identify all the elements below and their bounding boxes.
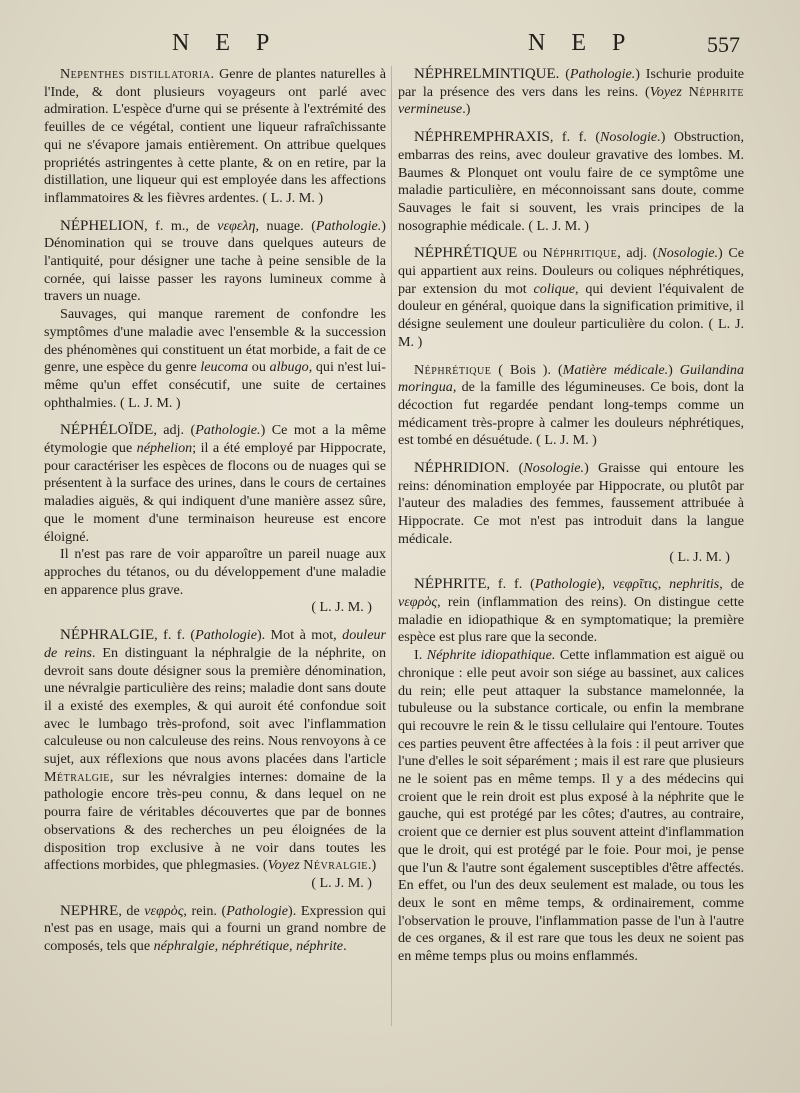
column-divider bbox=[391, 66, 392, 1026]
greek-word: νεφρὸς bbox=[144, 902, 184, 919]
entry-text-part: ), bbox=[596, 576, 613, 593]
entry-paragraph bbox=[44, 306, 386, 412]
entry-text bbox=[398, 245, 744, 351]
entry-text-part: ) Ischurie produite par la présence des vers dans les reins. ( bbox=[398, 66, 744, 100]
entry-text-part: ) Obstruction, embarras des reins, avec douleur gravative des lombes. M. Baumes & Plonquet ont voulu faire de ce symptôme une maladie particulière, en méconnoissant sans doute, comme Sauvages le fait si souvent, les vrais principes de la nosographie médicale. bbox=[398, 129, 744, 234]
entry-paragraph bbox=[398, 647, 744, 966]
subject-tag: Nosologie. bbox=[600, 129, 661, 146]
entry-text-part: , f. f. ( bbox=[486, 576, 535, 593]
entry-text bbox=[398, 66, 744, 119]
entry-nephelion bbox=[44, 218, 386, 413]
term: leucoma bbox=[200, 359, 249, 376]
page-number: 557 bbox=[707, 32, 740, 57]
entry-headword: Néphrétique bbox=[414, 361, 492, 378]
entry-signature: ( L. J. M. ) bbox=[669, 548, 730, 565]
entry-nephremphraxis bbox=[398, 129, 744, 235]
entry-nephretique-bois bbox=[398, 362, 744, 451]
subject-tag: Nosologie. bbox=[657, 245, 719, 262]
greek-word: νεφρῖτις bbox=[612, 576, 658, 593]
entry-text bbox=[44, 903, 386, 956]
entry-text-part: , de bbox=[118, 902, 145, 919]
entry-nepheloide bbox=[44, 422, 386, 617]
entry-headword: NÉPHELION bbox=[60, 217, 145, 234]
term: albugo bbox=[269, 359, 309, 376]
entry-nepenthes bbox=[44, 66, 386, 208]
entry-text-part: ) bbox=[668, 361, 680, 378]
entry-text-part: Sauvages, qui manque rarement de confondre les symptômes d'une maladie avec l'ensemble & la succession des phénomènes qui constituent un état morbide, a fait de ce genre, une espèce du genre bbox=[44, 306, 386, 376]
term: néphelion bbox=[136, 440, 193, 457]
entry-text bbox=[44, 422, 386, 546]
entry-headword: NÉPHRALGIE bbox=[60, 627, 155, 644]
subject-tag: Nosologie. bbox=[523, 460, 585, 477]
entry-headword: Nepenthes distillatoria. bbox=[60, 66, 215, 82]
entry-text-part: ). Expression qui n'est pas en usage, mais qui a fourni un grand nombre de composés, tels que bbox=[44, 902, 387, 955]
entry-paragraph bbox=[44, 546, 386, 599]
running-header bbox=[0, 30, 800, 62]
entry-headword: NÉPHRELMINTIQUE. bbox=[414, 66, 560, 82]
entry-headword: NÉPHRÉTIQUE bbox=[414, 245, 518, 262]
entry-signature: ( L. J. M. ) bbox=[119, 394, 181, 411]
subject-tag: Pathologie. bbox=[315, 217, 382, 234]
entry-text-part: . bbox=[343, 938, 347, 955]
cross-reference: Néphritique bbox=[542, 245, 618, 262]
entry-text-part: ( Bois ). ( bbox=[491, 361, 563, 378]
entry-text bbox=[398, 129, 744, 235]
entry-headword: NÉPHRITE bbox=[414, 576, 487, 593]
entry-text bbox=[44, 218, 386, 307]
entry-text-part: .) bbox=[367, 857, 377, 874]
entry-headword: NÉPHRIDION. bbox=[414, 460, 510, 477]
entry-headword: NEPHRE bbox=[60, 902, 119, 919]
subject-tag: Pathologie. bbox=[195, 422, 261, 439]
subject-tag: Pathologie bbox=[534, 576, 597, 593]
entry-text-part: , f. f. ( bbox=[154, 627, 196, 644]
entry-body: Genre de plantes naturelles à l'Inde, & dont plusieurs voyageurs ont parlé avec admiration. L'espèce d'urne qui se présente à l'extrémité des feuilles de ce végétal, contient une liqueur rafraîchissante qui ne s'évapore jamais entièrement. On attribue quelques propriétés astringentes à cette plante, & on en retire, par la distillation, une liqueur qui est employée dans les affections inflammatoires & les fièvres ardentes. bbox=[44, 66, 386, 206]
entry-signature: ( L. J. M. ) bbox=[536, 432, 597, 449]
entry-text-part: , bbox=[657, 576, 670, 593]
entry-text-part: , rein (inflammation des reins). On distingue cette maladie en idiopathique & en symptomatique; la première espèce est plus rare que la seconde. bbox=[398, 593, 744, 646]
entry-text-part: , sur les névralgies internes: domaine de la pathologie encore très-peu connu, & dans lequel on ne pourra faire de véritables découvertes que par de bonnes observations & des recherches un peu éloignées de la disposition trop exclusive à ne voir dans toutes les affections morbides, que phlegmasies. ( bbox=[44, 768, 386, 874]
cross-reference: Métralgie bbox=[44, 768, 110, 785]
entry-text-part: , rein. ( bbox=[183, 902, 227, 919]
entry-text-part: . En distinguant la néphralgie de la néphrite, on devroit sans doute désigner sous la première dénomination, une névralgie particulière des reins; maladie dont sans doute il a existé des exemples, & qui auroit été confondue soit avec le lumbago très-profond, soit avec l'inflammation calculeuse ou non calculeuse des reins. Nous renvoyons à ce sujet, aux réflexions que nous avons placées dans l'article bbox=[44, 644, 386, 768]
greek-word: νεφελη bbox=[217, 217, 256, 234]
subject-tag: Pathologie bbox=[226, 902, 289, 919]
entry-nephrite bbox=[398, 576, 744, 965]
header-left: N E P bbox=[172, 30, 280, 56]
entry-text-part: ; il a été employé par Hippocrate, pour caractériser les espèces de flocons ou de nuages qui se présentent à la surface des urines, dans le cours de certaines maladies aiguës, & qui indiquent d'une manière assez sûre, que le moment d'une terminaison heureuse est encore éloigné. bbox=[44, 440, 386, 545]
section-title: Néphrite idiopathique. bbox=[426, 647, 556, 664]
entry-text-part: ) Ce qui appartient aux reins. Douleurs ou coliques néphrétiques, par extension du mot bbox=[398, 245, 744, 297]
entry-text-part: ) Ce mot a la même étymologie que bbox=[44, 422, 386, 457]
entry-text-part: ). Mot à mot, bbox=[256, 627, 343, 644]
entry-text-part: , de bbox=[719, 576, 744, 593]
term: néphralgie, néphrétique, néphrite bbox=[153, 938, 344, 955]
entry-nephralgie bbox=[44, 627, 386, 893]
entry-text-part: , f. m., de bbox=[144, 217, 218, 234]
entry-text bbox=[398, 576, 744, 647]
entry-text-part: ou bbox=[248, 359, 270, 376]
entry-text-part: Cette inflammation est aiguë ou chronique : elle peut avoir son siége au bassinet, aux calices du rein; elle peut attaquer la substance mamelonnée, la tubuleuse ou la substance corticale, ou enfin la membrane qui recouvre le rein & le tissu cellulaire qui l'entoure. Toutes ces parties peuvent être affectées à la fois : il peut arriver que l'une d'elles le soit séparément ; mais il est rare que plusieurs ne le soient pas en même temps. Il y a des médecins qui croient que le rein droit est plus exposé à la néphrite que le gauche, qui est protégé par les côtes; d'autres, au contraire, croient que ce dernier est plus souvent atteint d'inflammation que le droit, qui est protégé par le foie. Pour moi, je pense que l'un & l'autre sont également susceptibles d'être affectés. En effet, ou l'un des deux seulement est malade, ou tous les deux le sont en même temps, & ordinairement, comme l'observation le prouve, l'inflammation passe de l'un à l'autre de ces organes, & il est rare que tous les deux ne soient pas en même temps plus ou moins enflammés. bbox=[398, 647, 744, 965]
entry-nephrelmintique bbox=[398, 66, 744, 119]
entry-text-part: , nuage. ( bbox=[255, 217, 316, 234]
term: Guilandina moringua bbox=[398, 361, 745, 396]
entry-signature: ( L. J. M. ) bbox=[311, 874, 372, 891]
entry-text-part: , f. f. ( bbox=[549, 129, 601, 146]
subject-tag: Pathologie bbox=[195, 627, 257, 644]
left-column bbox=[44, 66, 386, 966]
entry-headword: NÉPHÉLOÏDE bbox=[60, 422, 154, 439]
cross-reference: Névralgie bbox=[303, 857, 368, 874]
entry-signature: ( L. J. M. ) bbox=[398, 316, 745, 350]
entry-text-part: , qui n'est lui-même qu'un effet consécutif, une suite de certaines ophthalmies. bbox=[44, 359, 387, 411]
entry-text bbox=[44, 627, 386, 875]
right-column bbox=[398, 66, 744, 976]
entry-text-part: , adj. ( bbox=[617, 245, 658, 262]
term: colique bbox=[533, 280, 576, 297]
entry-text-part: ) Dénomination qui se trouve dans quelques auteurs de l'antiquité, pour désigner une tache à peine sensible de la cornée, qui laisse passer les rayons lumineux comme à travers un nuage. bbox=[44, 217, 386, 305]
header-right: N E P bbox=[528, 30, 636, 56]
entry-headword: NÉPHREMPHRAXIS bbox=[414, 129, 550, 146]
entry-nephridion bbox=[398, 460, 744, 566]
entry-text-part: , adj. ( bbox=[153, 422, 196, 439]
voyez-label: Voyez bbox=[649, 83, 682, 100]
term: vermineuse bbox=[398, 101, 463, 118]
entry-text-part: .) bbox=[462, 101, 471, 118]
entry-text-part: ou bbox=[517, 245, 543, 262]
entry-signature: ( L. J. M. ) bbox=[262, 189, 324, 206]
entry-text-part: ( bbox=[509, 460, 524, 477]
entry-text-part: , qui devient l'équivalent de douleur en général, quoique dans la signification primitive, il désigne seulement une douleur particulière du colon. bbox=[398, 280, 744, 333]
entry-text-part: ( bbox=[559, 66, 570, 82]
entry-signature: ( L. J. M. ) bbox=[528, 217, 590, 234]
entry-text bbox=[44, 66, 386, 208]
entry-text-part: Il n'est pas rare de voir apparoître un pareil nuage aux approches du tétanos, ou du développement d'une maladie en apparence plus grave. bbox=[44, 546, 386, 598]
section-number: I. bbox=[414, 647, 423, 664]
entry-text bbox=[398, 460, 744, 549]
greek-word: νεφρὸς bbox=[398, 593, 438, 610]
voyez-label: Voyez bbox=[267, 857, 300, 874]
cross-reference: Néphrite bbox=[688, 83, 744, 100]
entry-signature: ( L. J. M. ) bbox=[311, 599, 372, 616]
term: douleur de reins bbox=[44, 627, 386, 661]
subject-tag: Matière médicale. bbox=[562, 361, 669, 378]
entry-text bbox=[398, 362, 744, 451]
subject-tag: Pathologie. bbox=[569, 66, 636, 82]
entry-text-part: ) Graisse qui entoure les reins: dénomination employée par Hippocrate, ou plutôt par l'auteur des maladies des femmes, faussement attribuée à Hippocrate. Ce mot n'est pas introduit dans la langue médicale. bbox=[398, 460, 745, 547]
entry-text-part: , de la famille des légumineuses. Ce bois, dont la décoction fut regardée pendant long-temps comme un médicament très-propre à calmer les douleurs néphrétiques, est tombé en désuétude. bbox=[398, 379, 744, 449]
term: nephritis bbox=[669, 576, 720, 593]
entry-nephretique bbox=[398, 245, 744, 351]
entry-nephre bbox=[44, 903, 386, 956]
